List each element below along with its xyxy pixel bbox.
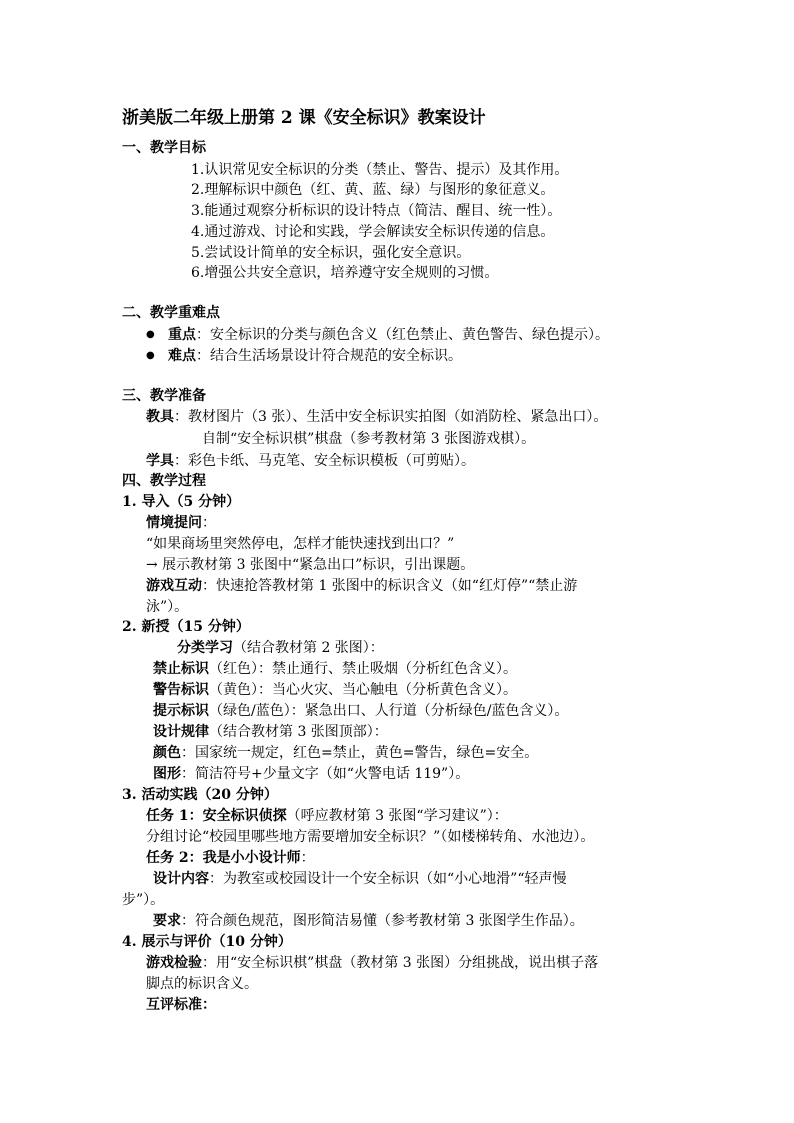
teacher-materials-line (146, 407, 607, 427)
color-rule-line (153, 743, 538, 763)
ban-label: 禁止标识 (153, 661, 209, 677)
task1-text: （呼应教材第 3 张图“学习建议”）： (286, 808, 508, 824)
teacher-text: ：教材图片（3 张）、生活中安全标识实拍图（如消防栓、紧急出口）。 (174, 409, 608, 425)
scene-question-line (146, 513, 216, 533)
section-heading-process: 四、教学过程 (122, 473, 206, 489)
scene-colon: ： (202, 515, 216, 531)
bullet-icon: ● (146, 350, 155, 361)
difficulty-label: 难点 (168, 348, 196, 364)
goal-item: 5.尝试设计简单的安全标识，强化安全意识。 (191, 245, 471, 261)
shape-label: 图形 (153, 766, 181, 782)
hint-text: （绿色/蓝色）：紧急出口、人行道（分析绿色/蓝色含义）。 (209, 703, 569, 719)
key-text: ：安全标识的分类与颜色含义（红色禁止、黄色警告、绿色提示）。 (196, 327, 609, 343)
arrow-line: → 展示教材第 3 张图中“紧急出口”标识，引出课题。 (146, 557, 475, 573)
design-content-line-2: 步”）。 (122, 892, 165, 908)
goal-item: 4.通过游戏、讨论和实践，学会解读安全标识传递的信息。 (191, 224, 555, 240)
design-content-line (153, 869, 566, 889)
task1-label: 任务 1：安全标识侦探 (146, 808, 287, 824)
design-label: 设计内容 (153, 871, 209, 887)
requirement-text: ：符合颜色规范，图形简洁易懂（参考教材第 3 张图学生作品）。 (181, 913, 584, 929)
requirement-line (153, 911, 584, 931)
design-rule-line (153, 722, 388, 742)
game-interaction-line-2: 泳”）。 (146, 599, 189, 615)
requirement-label: 要求 (153, 913, 181, 929)
key-point-line (168, 325, 609, 345)
task1-discussion: 分组讨论“校园里哪些地方需要增加安全标识？”（如楼梯转角、水池边）。 (146, 829, 595, 845)
rule-text: （结合教材第 3 张图顶部）： (209, 724, 388, 740)
goal-item: 3.能通过观察分析标识的设计特点（简洁、醒目、统一性）。 (191, 203, 562, 219)
hint-sign-line (153, 701, 568, 721)
task2-colon: ： (300, 850, 315, 866)
teacher-materials-line-2: 自制“安全标识棋”棋盘（参考教材第 3 张图游戏棋）。 (202, 431, 536, 447)
classify-text: （结合教材第 2 张图）： (233, 640, 384, 656)
difficulty-text: ：结合生活场景设计符合规范的安全标识。 (196, 348, 462, 364)
classify-label: 分类学习 (177, 640, 233, 656)
goal-item: 2.理解标识中颜色（红、黄、蓝、绿）与图形的象征意义。 (191, 182, 555, 198)
scene-quote: “如果商场里突然停电，怎样才能快速找到出口？” (146, 536, 455, 552)
classify-line (177, 638, 384, 658)
peer-colon: ： (202, 997, 216, 1013)
scene-label: 情境提问 (146, 515, 202, 531)
section-heading-key-points: 二、教学重难点 (122, 305, 220, 321)
design-text: ：为教室或校园设计一个安全标识（如“小心地滑”“轻声慢 (209, 871, 567, 887)
warning-sign-line (153, 680, 517, 700)
warn-text: （黄色）：当心火灾、当心触电（分析黄色含义）。 (209, 682, 517, 698)
step-heading-activity: 3. 活动实践（20 分钟） (122, 787, 278, 803)
game-text: ：快速抢答教材第 1 张图中的标识含义（如“红灯停”“禁止游 (202, 578, 578, 594)
student-label: 学具 (146, 453, 174, 469)
step-heading-new-lesson: 2. 新授（15 分钟） (122, 619, 250, 635)
student-materials-line (146, 451, 475, 471)
game-interaction-line (146, 576, 577, 596)
difficulty-line (168, 346, 462, 366)
ban-sign-line (153, 659, 517, 679)
peer-label: 互评标准 (146, 997, 202, 1013)
ban-text: （红色）：禁止通行、禁止吸烟（分析红色含义）。 (209, 661, 517, 677)
hint-label: 提示标识 (153, 703, 209, 719)
step-heading-intro: 1. 导入（5 分钟） (122, 494, 241, 510)
game-check-line (146, 953, 598, 973)
color-text: ：国家统一规定，红色=禁止，黄色=警告，绿色=安全。 (181, 745, 539, 761)
color-label: 颜色 (153, 745, 181, 761)
task2-line (146, 848, 315, 868)
goal-item: 6.增强公共安全意识，培养遵守安全规则的习惯。 (191, 265, 499, 281)
step-heading-evaluation: 4. 展示与评价（10 分钟） (122, 934, 292, 950)
game-check-line-2: 脚点的标识含义。 (146, 976, 258, 992)
shape-text: ：简洁符号+少量文字（如“火警电话 119”）。 (181, 766, 470, 782)
goal-item: 1.认识常见安全标识的分类（禁止、警告、提示）及其作用。 (191, 162, 569, 178)
page-title: 浙美版二年级上册第 2 课《安全标识》教案设计 (122, 108, 486, 128)
shape-rule-line (153, 764, 469, 784)
game-label: 游戏互动 (146, 578, 202, 594)
game-check-text: ：用“安全标识棋”棋盘（教材第 3 张图）分组挑战，说出棋子落 (202, 955, 599, 971)
game-check-label: 游戏检验 (146, 955, 202, 971)
rule-label: 设计规律 (153, 724, 209, 740)
warn-label: 警告标识 (153, 682, 209, 698)
section-heading-goals: 一、教学目标 (122, 140, 206, 156)
task1-line (146, 806, 508, 826)
peer-review-line (146, 995, 216, 1015)
student-text: ：彩色卡纸、马克笔、安全标识模板（可剪贴）。 (174, 453, 475, 469)
task2-label: 任务 2：我是小小设计师 (146, 850, 301, 866)
key-label: 重点 (168, 327, 196, 343)
teacher-label: 教具 (146, 409, 174, 425)
bullet-icon: ● (146, 329, 155, 340)
section-heading-preparation: 三、教学准备 (122, 388, 206, 404)
